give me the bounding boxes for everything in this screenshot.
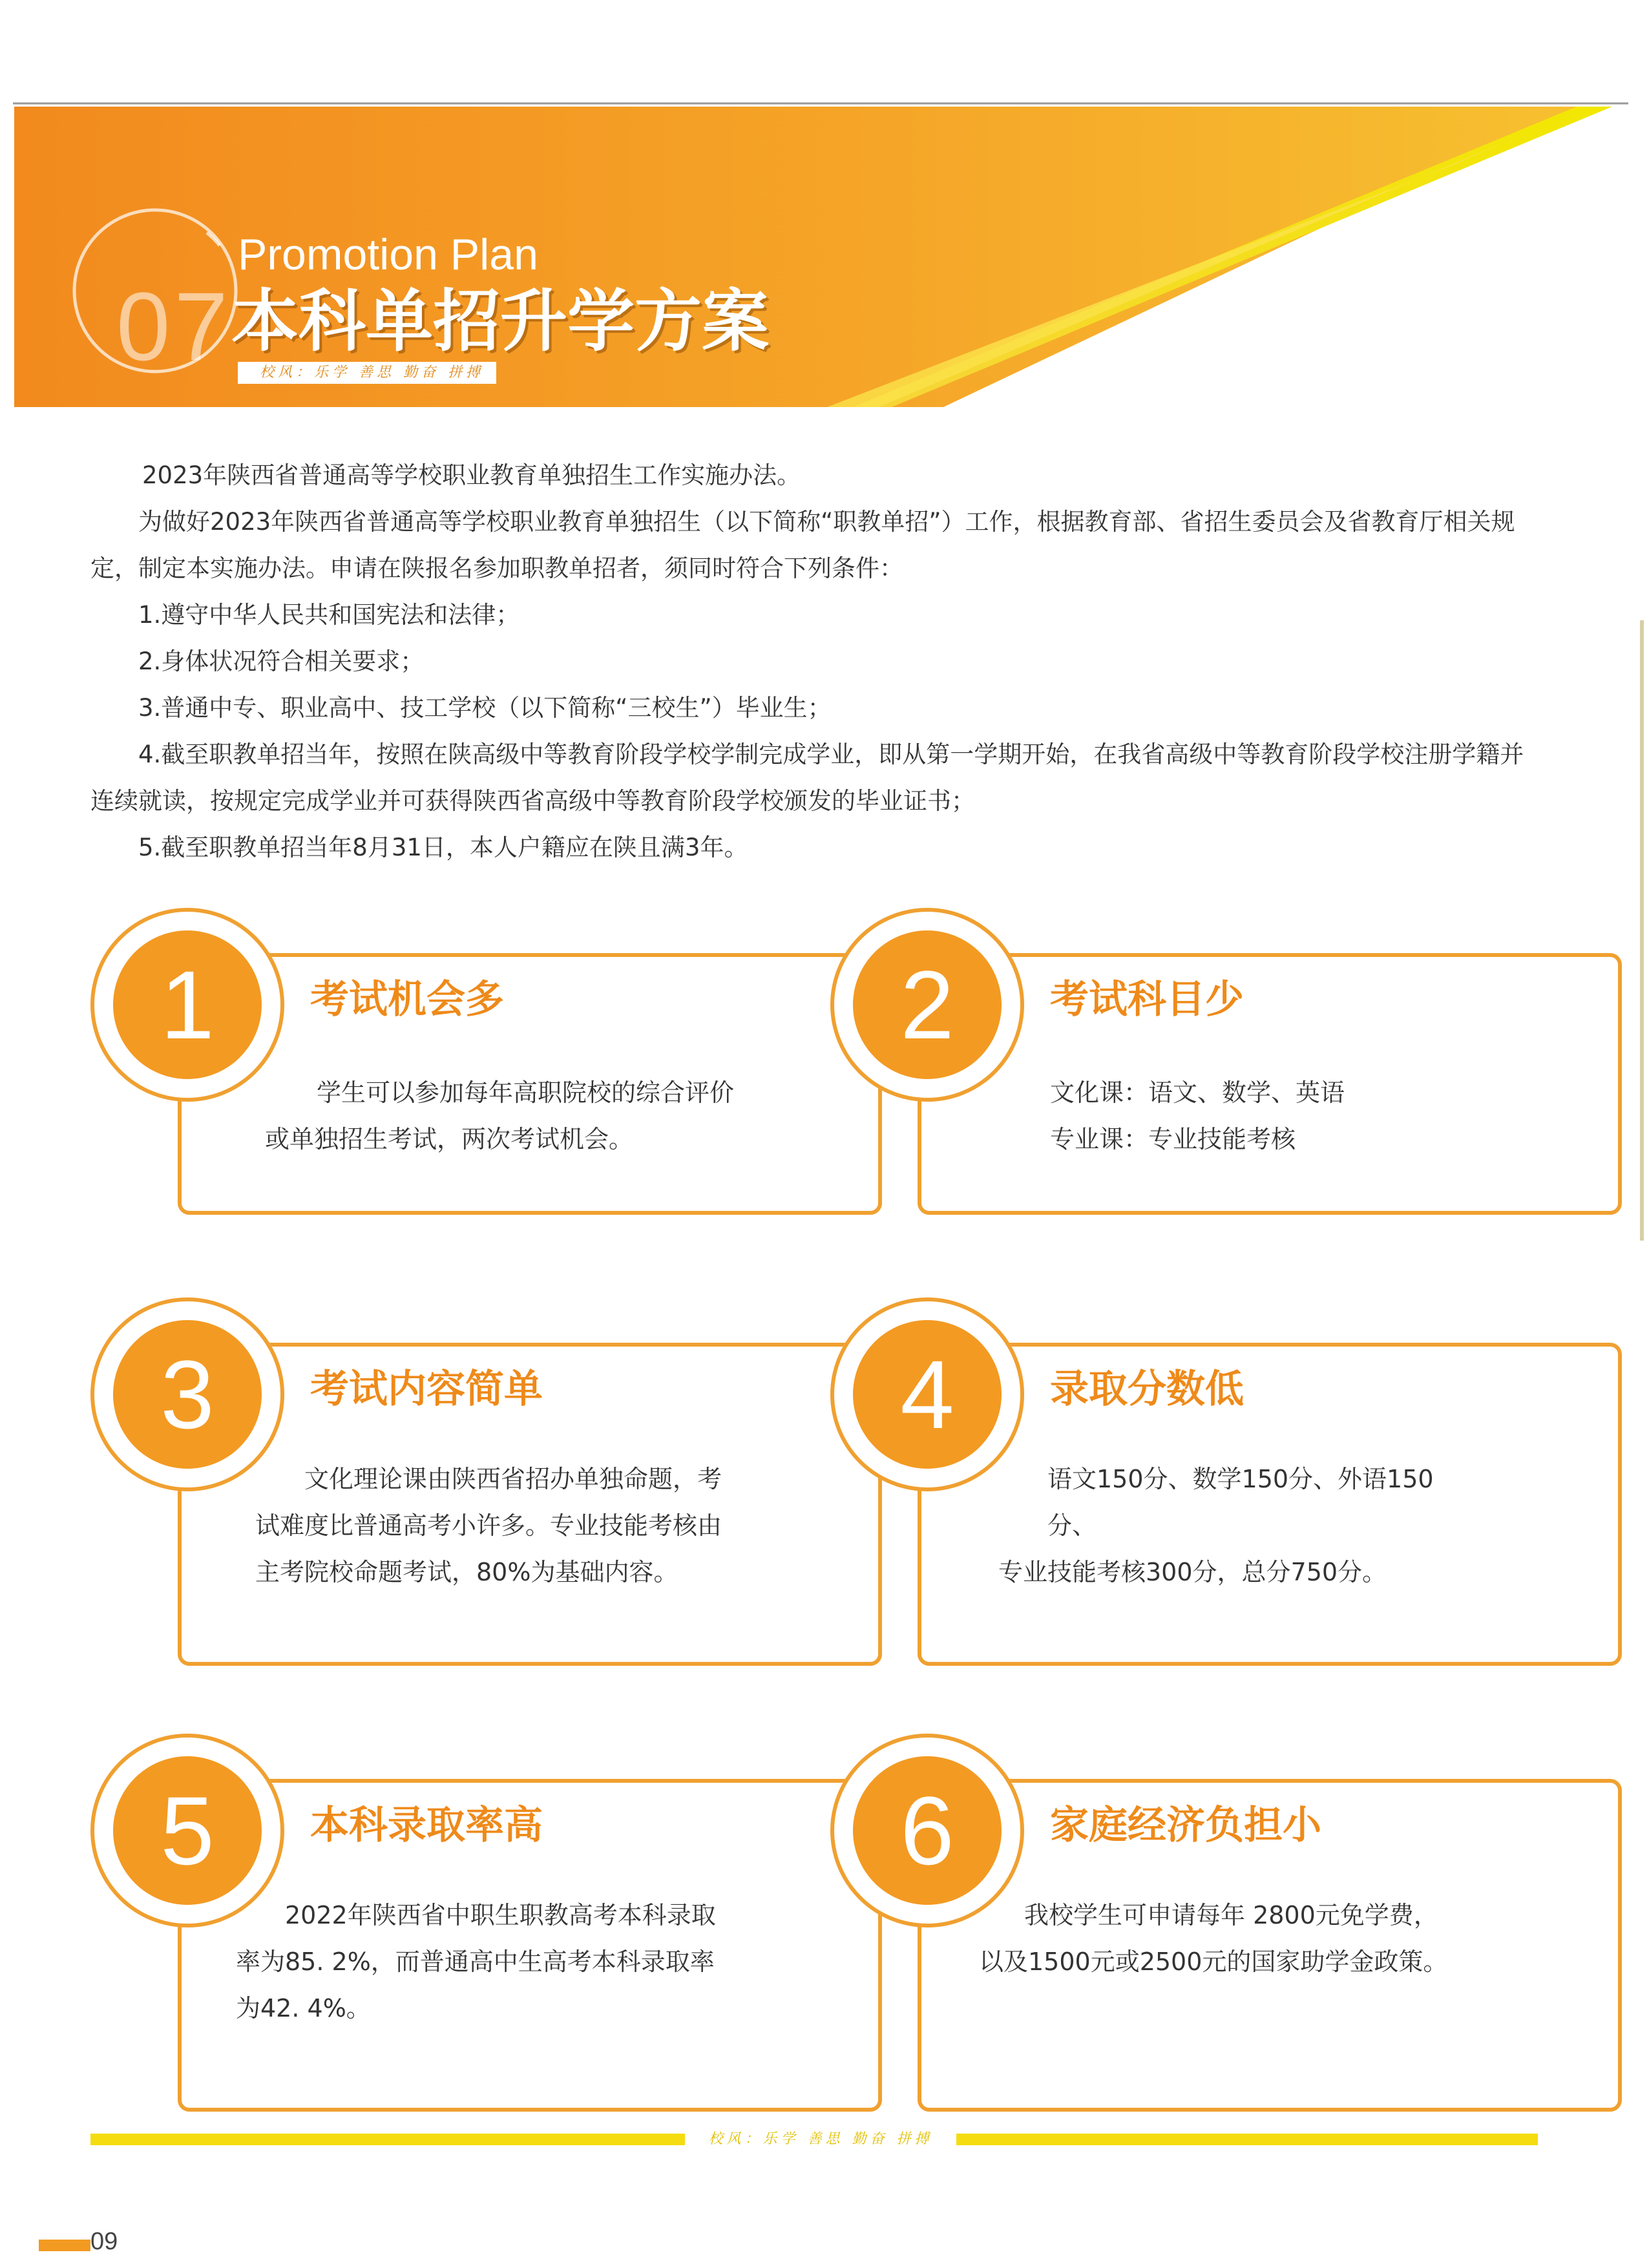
card-body-line: 专业技能考核300分，总分750分。: [998, 1558, 1387, 1586]
card-body: [998, 1456, 1476, 1595]
card-title: 家庭经济负担小: [1050, 1803, 1321, 1848]
card-body: [979, 1892, 1447, 1985]
card-body-line: 我校学生可申请每年 2800元免学费，: [1024, 1901, 1438, 1929]
card-body-line: 文化理论课由陕西省招办单独命题，考: [304, 1465, 722, 1493]
card-body-line: 2022年陕西省中职生职教高考本科录取: [285, 1901, 716, 1929]
card-body-line: 以及1500元或2500元的国家助学金政策。: [979, 1948, 1448, 1976]
condition-item: 1.遵守中华人民共和国宪法和法律；: [138, 601, 520, 629]
number-badge: [830, 908, 1024, 1102]
banner-graphic: [0, 0, 1649, 452]
badge-number: 4: [853, 1320, 1002, 1469]
badge-number: 2: [853, 930, 1002, 1079]
badge-number: 1: [113, 930, 262, 1079]
page-edge-strip: [1640, 620, 1644, 1241]
card-title: 考试科目少: [1050, 977, 1244, 1022]
badge-number: 3: [113, 1320, 262, 1469]
card-body-line: 学生可以参加每年高职院校的综合评价: [317, 1078, 735, 1107]
number-badge: [830, 1297, 1024, 1491]
card-body-line: 文化课：语文、数学、英语: [1050, 1078, 1345, 1107]
card-body: [265, 1069, 734, 1162]
footer-motto: 校风：乐学 善思 勤奋 拼搏: [685, 2130, 956, 2149]
card-body-line: 试难度比普通高考小许多。专业技能考核由: [255, 1511, 722, 1540]
card-title: 录取分数低: [1050, 1367, 1244, 1412]
intro-heading: 2023年陕西省普通高等学校职业教育单独招生工作实施办法。: [142, 461, 801, 489]
intro-paragraph: 为做好2023年陕西省普通高等学校职业教育单独招生（以下简称“职教单招”）工作，根据教育部、省招生委员会及省教育厅相关规定，制定本实施办法。申请在陕报名参加职教单招者，须同时符合下列条件：: [90, 508, 1515, 582]
card-body-line: 率为85. 2%，而普通高中生高考本科录取率: [236, 1948, 715, 1976]
card-body-line: 专业课：专业技能考核: [1050, 1125, 1296, 1153]
card-body: [236, 1892, 716, 2032]
intro-text: [90, 452, 1538, 871]
section-subtitle-en: Promotion Plan: [238, 230, 538, 279]
card-body-line: 主考院校命题考试，80%为基础内容。: [255, 1558, 678, 1586]
card-body: [1050, 1069, 1345, 1162]
school-motto: 校风：乐学 善思 勤奋 拼搏: [238, 362, 496, 384]
condition-item: 5.截至职教单招当年8月31日，本人户籍应在陕且满3年。: [138, 834, 748, 861]
badge-number: 5: [113, 1756, 262, 1905]
condition-item: 2.身体状况符合相关要求；: [138, 647, 425, 675]
card-body-line: 为42. 4%。: [236, 1994, 371, 2022]
card-body-line: 或单独招生考试，两次考试机会。: [265, 1125, 634, 1153]
section-number: 07: [116, 272, 232, 381]
card-body-line: 语文150分、数学150分、外语150分、: [1047, 1465, 1434, 1540]
card-title: 考试内容简单: [310, 1367, 543, 1412]
page-number-bar: [39, 2240, 90, 2251]
page-number: 09: [90, 2228, 118, 2255]
condition-item: 4.截至职教单招当年，按照在陕高级中等教育阶段学校学制完成学业，即从第一学期开始，在我省高级中等教育阶段学校注册学籍并连续就读，按规定完成学业并可获得陕西省高级中等教育阶段学校颁发的毕业证书；: [90, 740, 1524, 815]
condition-item: 3.普通中专、职业高中、技工学校（以下简称“三校生”）毕业生；: [138, 694, 832, 722]
number-badge: [90, 908, 284, 1102]
card-body: [255, 1456, 722, 1595]
page-title: 本科单招升学方案: [231, 282, 770, 361]
card-title: 考试机会多: [310, 977, 504, 1022]
card-title: 本科录取率高: [310, 1803, 543, 1848]
badge-number: 6: [853, 1756, 1002, 1905]
